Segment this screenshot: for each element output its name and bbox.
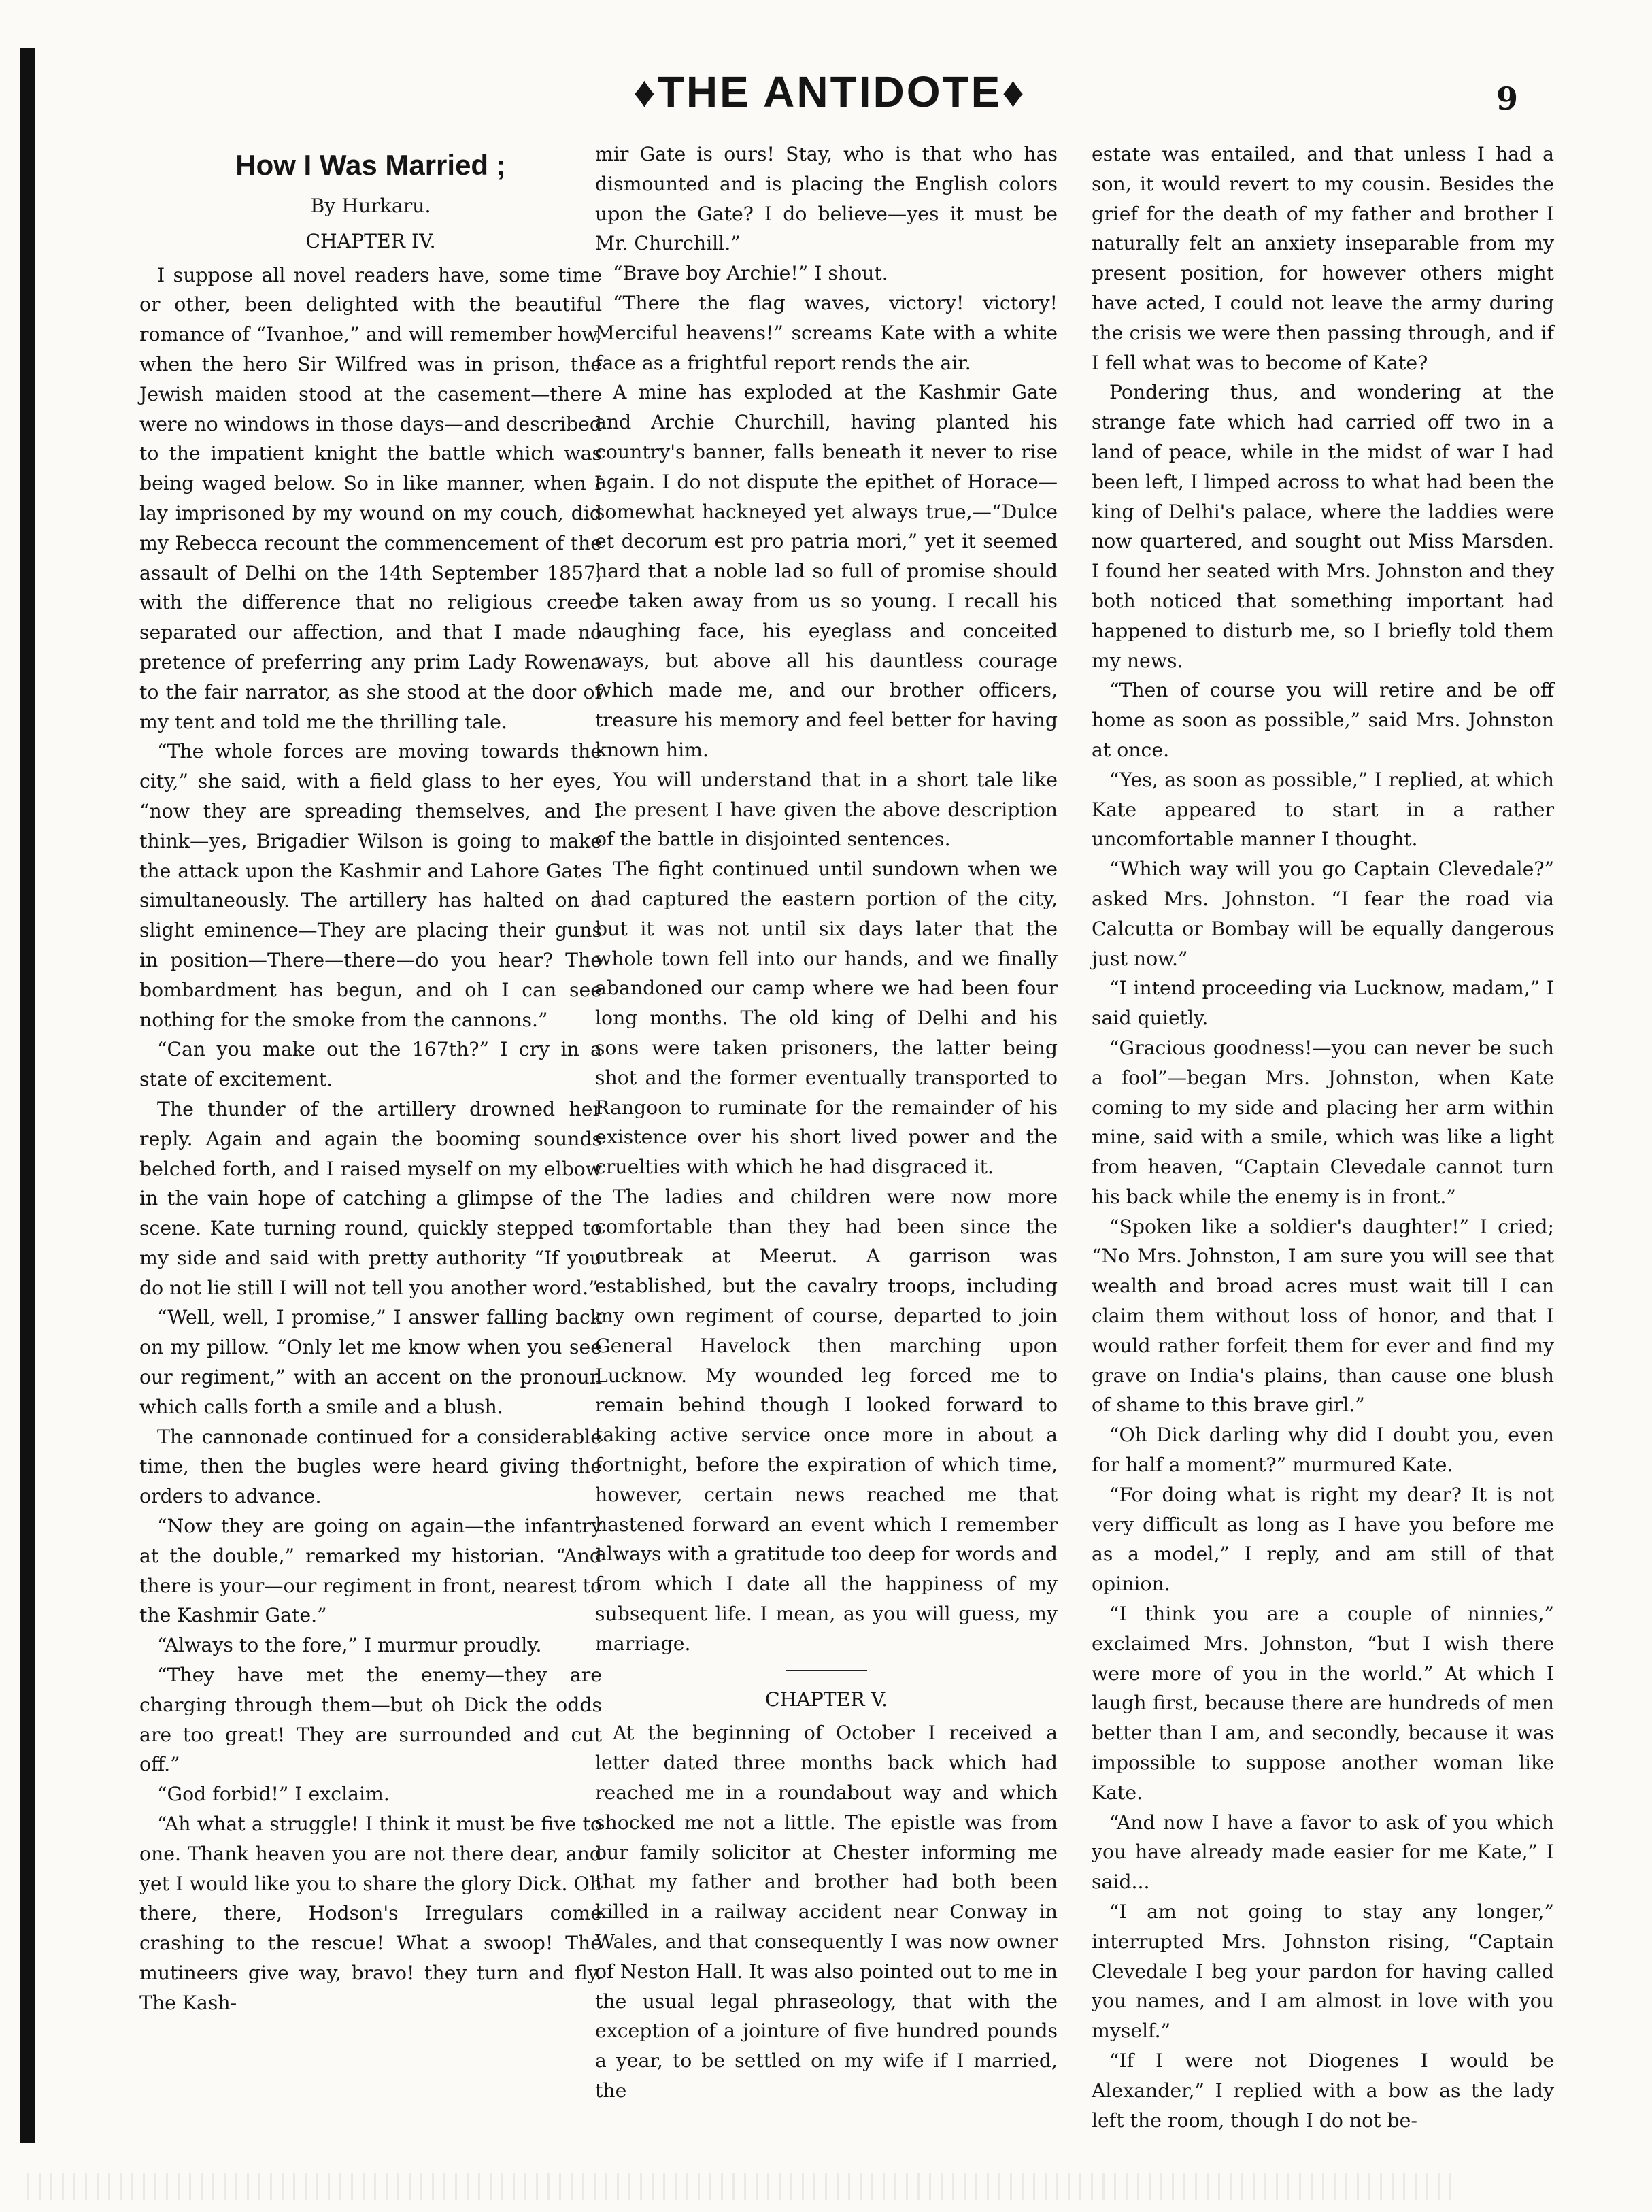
paragraph: “Can you make out the 167th?” I cry in a state of excitement. [139,1038,602,1091]
paragraph: Pondering thus, and wondering at the strange fate which had carried off two in a land of peace, while in the midst of war I had been left, I limped across to what had been the king of Delhi's palace, where the laddies were now quartered, and sought out Miss Marsden. I found her seated with Mrs. Johnston and they both noticed that something important had happened to disturb me, so I briefly told them my news. [1092,381,1554,672]
paragraph: “Now they are going on again—the infantry at the double,” remarked my historian. “And there is your—our regiment in front, nearest to the Kashmir Gate.” [139,1515,602,1627]
section-divider [786,1670,867,1671]
column-1-body [139,261,602,2018]
paragraph: “Well, well, I promise,” I answer falling back on my pillow. “Only let me know when you see our regiment,” with an accent on the pronoun which calls forth a smile and a blush. [139,1306,602,1418]
paragraph: “Which way will you go Captain Clevedale?” asked Mrs. Johnston. “I fear the road via Calcutta or Bombay will be equally dangerous just now.” [1092,858,1554,970]
paragraph: mir Gate is ours! Stay, who is that who has dismounted and is placing the English colors upon the Gate? I do believe—yes it must be Mr. Churchill.” [595,143,1058,255]
paragraph: “There the flag waves, victory! victory! Merciful heavens!” screams Kate with a white face as a frightful report rends the air. [595,291,1058,374]
paragraph: estate was entailed, and that unless I had a son, it would revert to my cousin. Besides the grief for the death of my father and brother I naturally felt an anxiety inseparable from my present position, for however others might have acted, I could not leave the army during the crisis we were then passing through, and if I fell what was to become of Kate? [1092,143,1554,374]
print-speckle [27,2173,1455,2200]
paragraph: “Oh Dick darling why did I doubt you, even for half a moment?” murmured Kate. [1092,1424,1554,1477]
paragraph: The thunder of the artillery drowned her reply. Again and again the booming sounds belched forth, and I raised myself on my elbow in the vain hope of catching a glimpse of the scene. Kate turning round, quickly stepped to my side and said with pretty authority “If you do not lie still I will not tell you another word.” [139,1097,602,1299]
paragraph: “Yes, as soon as possible,” I replied, at which Kate appeared to start in a rather uncomfortable manner I thought. [1092,768,1554,851]
column-3-body [1092,139,1554,2135]
paragraph: “Then of course you will retire and be off home as soon as possible,” said Mrs. Johnston at once. [1092,679,1554,761]
paragraph: “I think you are a couple of ninnies,” exclaimed Mrs. Johnston, “but I wish there were more of you in the world.” At which I laugh first, because there are hundreds of men better than I am, and secondly, because it was impossible to suppose another woman like Kate. [1092,1603,1554,1804]
paragraph: “If I were not Diogenes I would be Alexander,” I replied with a bow as the lady left the room, though I do not be- [1092,2049,1554,2132]
story-title: How I Was Married ; [235,149,506,181]
paragraph: “The whole forces are moving towards the city,” she said, with a field glass to her eyes, “now they are spreading themselves, and I think—yes, Brigadier Wilson is going to make the attack upon the Kashmir and Lahore Gates simultaneously. The artillery has halted on a slight eminence—They are placing their guns in position—There—there—do you hear? The bombardment has begun, and oh I can see nothing for the smoke from the cannons.” [139,740,602,1031]
chapter-heading: CHAPTER IV. [305,229,436,252]
column-2 [595,139,1058,2106]
paragraph: “For doing what is right my dear? It is not very difficult as long as I have you before me as a model,” I reply, and am still of that opinion. [1092,1483,1554,1596]
story-byline: By Hurkaru. [310,195,431,217]
column-2-continued-body [595,1718,1058,2105]
paragraph: “Brave boy Archie!” I shout. [613,262,888,285]
binding-edge [20,48,35,2143]
paragraph: “I am not going to stay any longer,” interrupted Mrs. Johnston rising, “Captain Clevedale I beg your pardon for having called you names, and I am almost in love with you myself.” [1092,1900,1554,2043]
masthead: ♦THE ANTIDOTE♦ [633,67,1026,116]
paragraph: A mine has exploded at the Kashmir Gate and Archie Churchill, having planted his country's banner, falls beneath it never to rise again. I do not dispute the epithet of Horace—somewhat hackneyed yet always true,—“Dulce et decorum est pro patria mori,” yet it seemed hard that a noble lad so full of promise should be taken away from us so young. I recall his laughing face, his eyeglass and conceited ways, but above all his dauntless courage which made me, and our brother officers, treasure his memory and feel better for having known him. [595,381,1058,761]
paragraph: “Ah what a struggle! I think it must be five to one. Thank heaven you are not there dear, and yet I would like you to share the glory Dick. Oh there, there, Hodson's Irregulars come crashing to the rescue! What a swoop! The mutineers give way, bravo! they turn and fly. The Kash- [139,1813,602,2014]
paragraph: “Gracious goodness!—you can never be such a fool”—began Mrs. Johnston, when Kate coming to my side and placing her arm within mine, said with a smile, which was like a light from heaven, “Captain Clevedale cannot turn his back while the enemy is in front.” [1092,1036,1554,1208]
paragraph: “And now I have a favor to ask of you which you have already made easier for me Kate,” I said... [1092,1811,1554,1894]
page-number: 9 [1496,80,1519,117]
paragraph: At the beginning of October I received a letter dated three months back which had reached me in a roundabout way and which shocked me not a little. The epistle was from our family solicitor at Chester informing me that my father and brother had both been killed in a railway accident near Conway in Wales, and that consequently I was now owner of Neston Hall. It was also pointed out to me in the usual legal phraseology, that with the exception of a jointure of five hundred pounds a year, to be settled on my wife if I married, the [595,1722,1058,2102]
page-header [0,67,1652,141]
paragraph: “They have met the enemy—they are charging through them—but oh Dick the odds are too great! They are surrounded and cut off.” [139,1664,602,1776]
paragraph: “God forbid!” I exclaim. [157,1783,390,1806]
column-2-body [595,139,1058,1659]
column-3 [1092,139,1554,2135]
paragraph: You will understand that in a short tale like the present I have given the above description of the battle in disjointed sentences. [595,768,1058,851]
chapter-heading: CHAPTER V. [764,1688,888,1711]
paragraph: I suppose all novel readers have, some time or other, been delighted with the beautiful romance of “Ivanhoe,” and will remember how, when the hero Sir Wilfred was in prison, the Jewish maiden stood at the casement—there were no windows in those days—and described to the impatient knight the battle which was being waged below. So in like manner, when I lay imprisoned by my wound on my couch, did my Rebecca recount the commencement of the assault of Delhi on the 14th September 1857, with the difference that no religious creed separated our affection, and that I made no pretence of preferring any prim Lady Rowena to the fair narrator, as she stood at the door of my tent and told me the thrilling tale. [139,263,602,733]
paragraph: The ladies and children were now more comfortable than they had been since the outbreak at Meerut. A garrison was established, but the cavalry troops, including my own regiment of course, departed to join General Havelock then marching upon Lucknow. My wounded leg forced me to remain behind though I looked forward to taking active service once more in about a fortnight, before the expiration of which time, however, certain news reached me that hastened forward an event which I remember always with a gratitude too deep for words and from which I date all the happiness of my subsequent life. I mean, as you will guess, my marriage. [595,1185,1058,1655]
paragraph: “Spoken like a soldier's daughter!” I cried; “No Mrs. Johnston, I am sure you will see that wealth and broad acres must wait till I can claim them without loss of honor, and that I would rather forfeit them for ever and find my grave on India's plains, than cause one blush of shame to this brave girl.” [1092,1215,1554,1417]
paragraph: The fight continued until sundown when we had captured the eastern portion of the city, but it was not until six days later that the whole town fell into our hands, and we finally abandoned our camp where we had been four long months. The old king of Delhi and his sons were taken prisoners, the latter being shot and the former eventually transported to Rangoon to ruminate for the remainder of his existence over his short lived power and the cruelties with which he had disgraced it. [595,858,1058,1179]
column-1 [139,139,602,2018]
paragraph: “I intend proceeding via Lucknow, madam,” I said quietly. [1092,977,1554,1030]
paragraph: The cannonade continued for a considerable time, then the bugles were heard giving the orders to advance. [139,1425,602,1508]
paragraph: “Always to the fore,” I murmur proudly. [157,1634,542,1657]
